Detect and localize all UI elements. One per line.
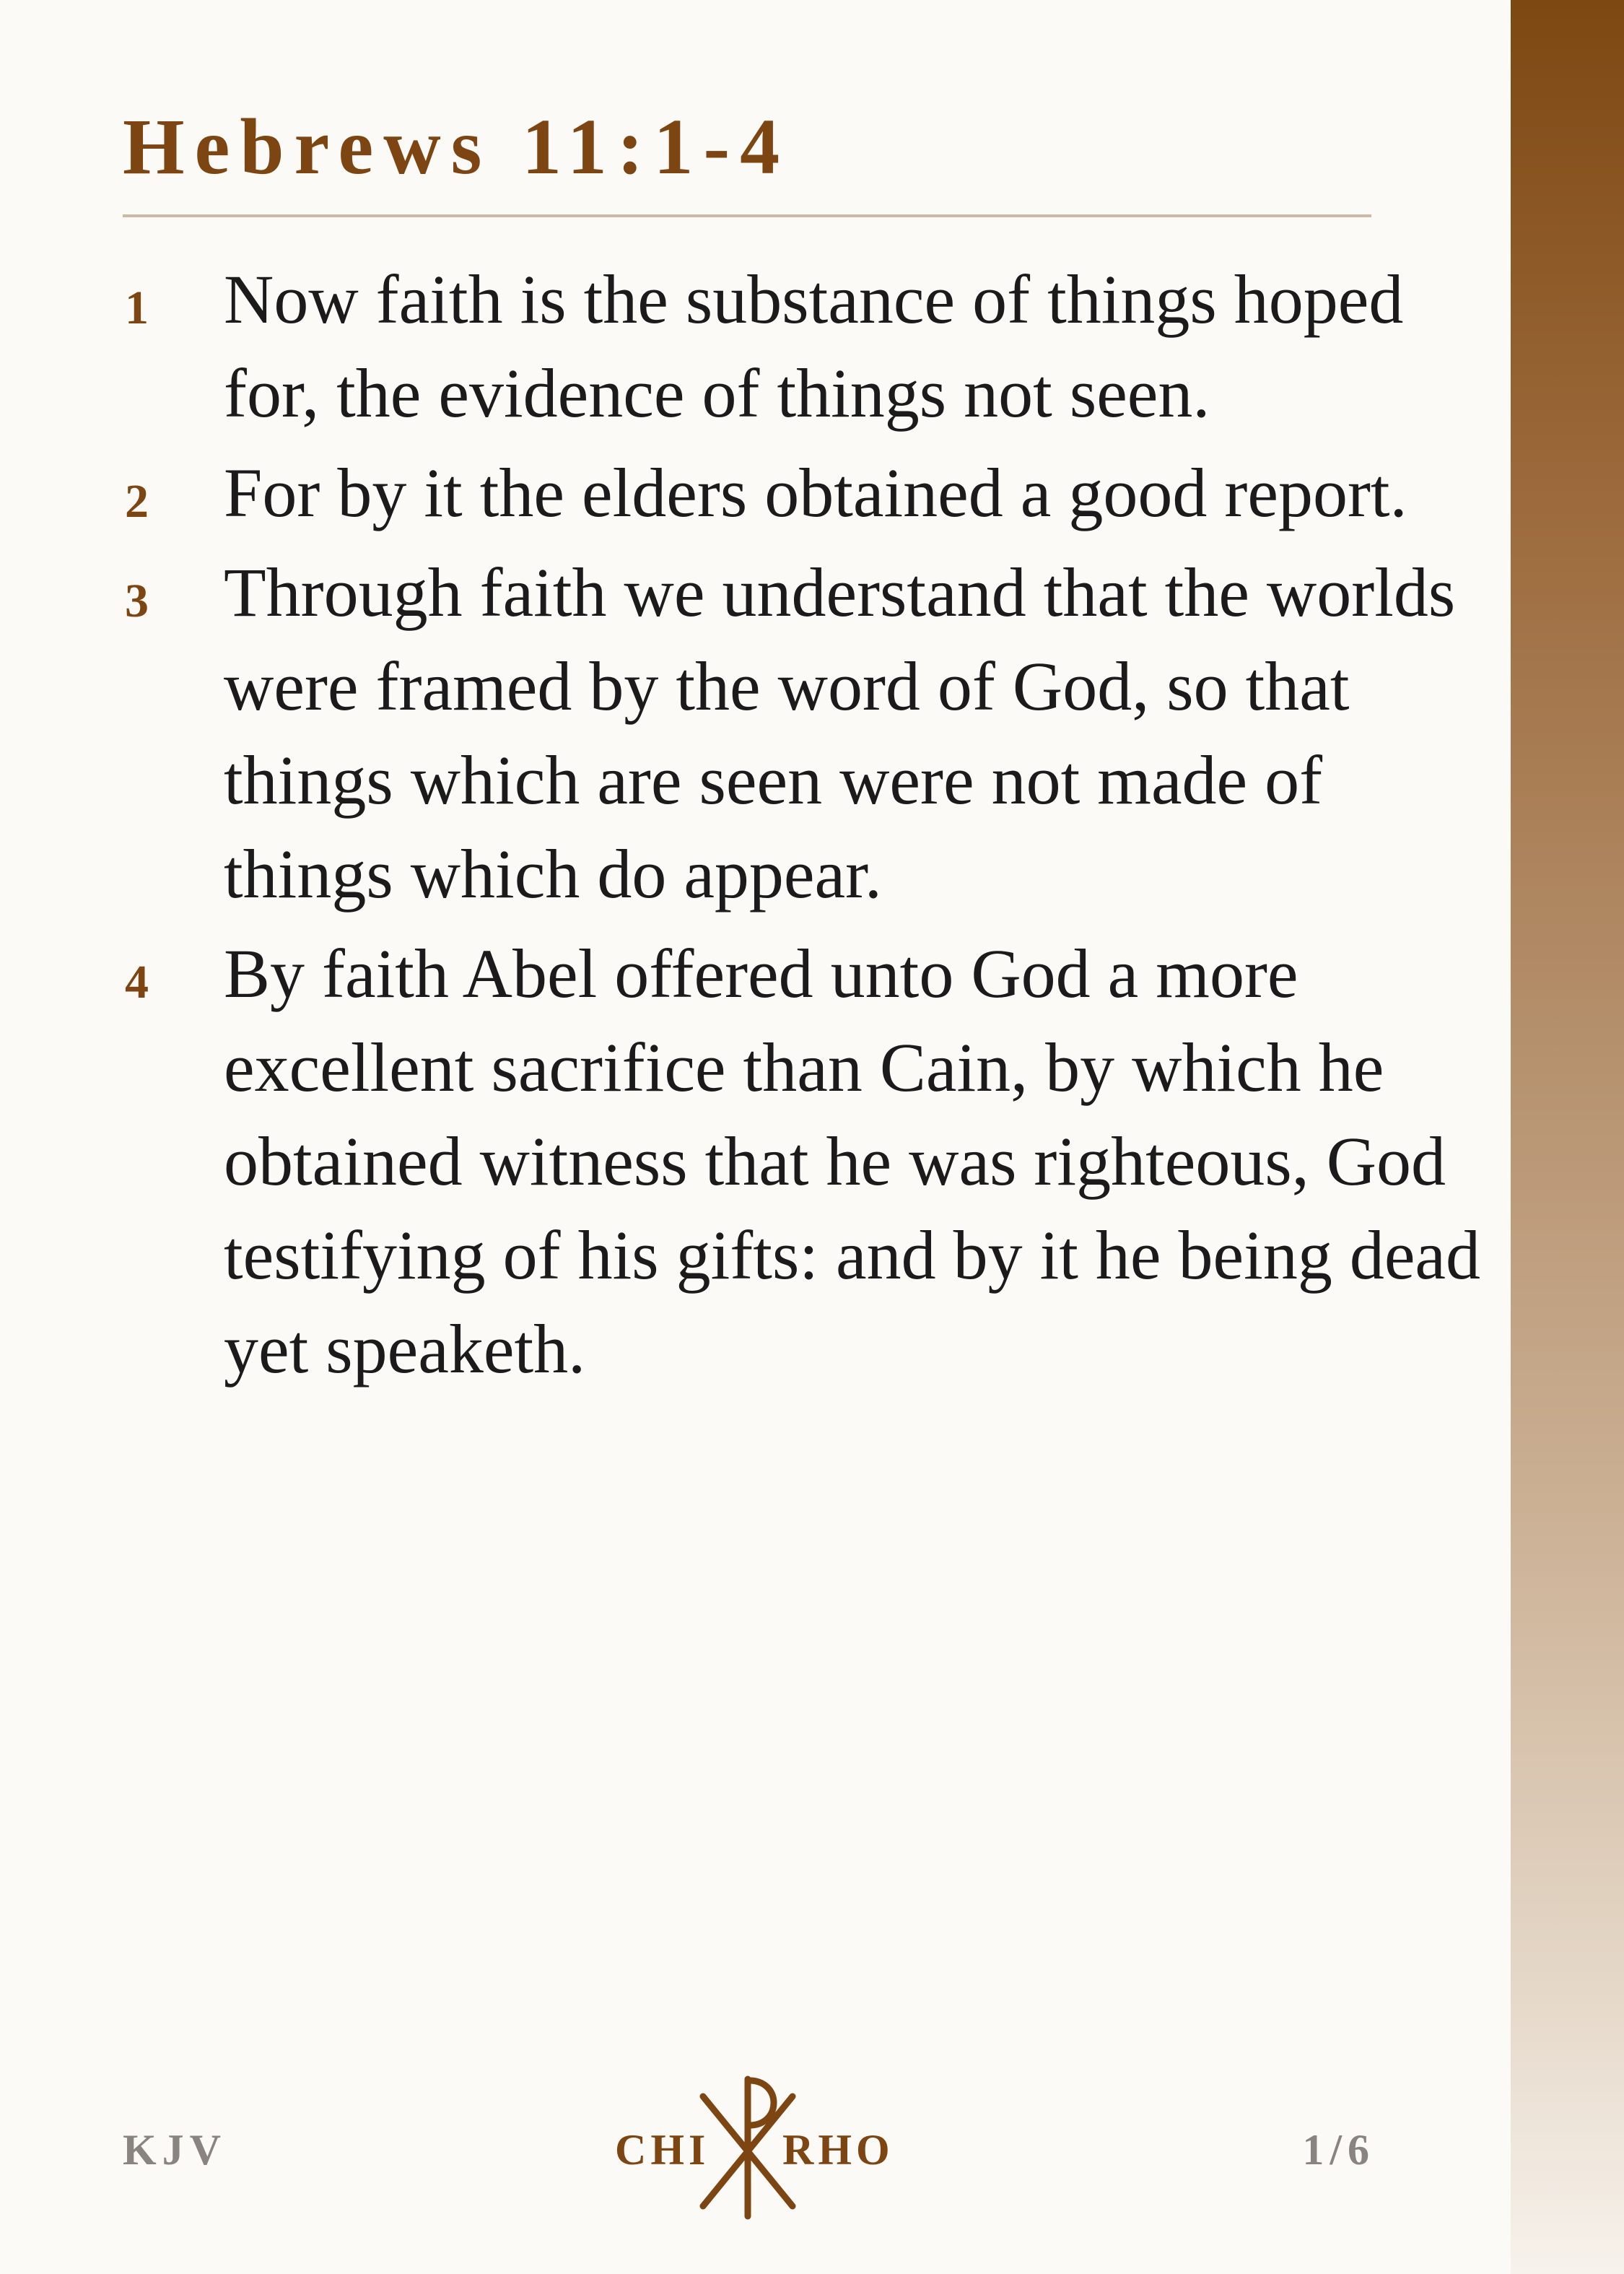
- page-indicator: 1/6: [1302, 2126, 1375, 2174]
- verse-item: [123, 546, 1456, 921]
- logo-word-chi: CHI: [615, 2126, 710, 2174]
- logo-word-rho: RHO: [782, 2126, 894, 2174]
- title-divider: [123, 214, 1371, 217]
- chi-rho-logo: [612, 2070, 901, 2222]
- verse-number: 1: [125, 282, 149, 334]
- verse-text: Now faith is the substance of things hoped for, the evidence of things not seen.: [224, 261, 1404, 432]
- passage-title: Hebrews 11:1-4: [123, 103, 790, 191]
- verse-number: 3: [125, 575, 149, 627]
- verse-text: For by it the elders obtained a good report.: [224, 454, 1407, 531]
- translation-label: KJV: [123, 2126, 227, 2174]
- verse-text: Through faith we understand that the worlds were framed by the word of God, so that things which are seen were not made of things which do appear.: [224, 554, 1456, 912]
- verse-item: [123, 927, 1481, 1396]
- verse-item: [123, 446, 1407, 540]
- verse-number: 2: [125, 475, 149, 528]
- verse-text: By faith Abel offered unto God a more excellent sacrifice than Cain, by which he obtained witness that he was righteous, God testifying of his gifts: and by it he being dead yet speaketh.: [224, 935, 1481, 1388]
- verse-list: [123, 253, 1481, 1402]
- verse-number: 4: [125, 956, 149, 1009]
- verse-item: [123, 253, 1404, 440]
- side-gradient-band: [1511, 0, 1624, 2274]
